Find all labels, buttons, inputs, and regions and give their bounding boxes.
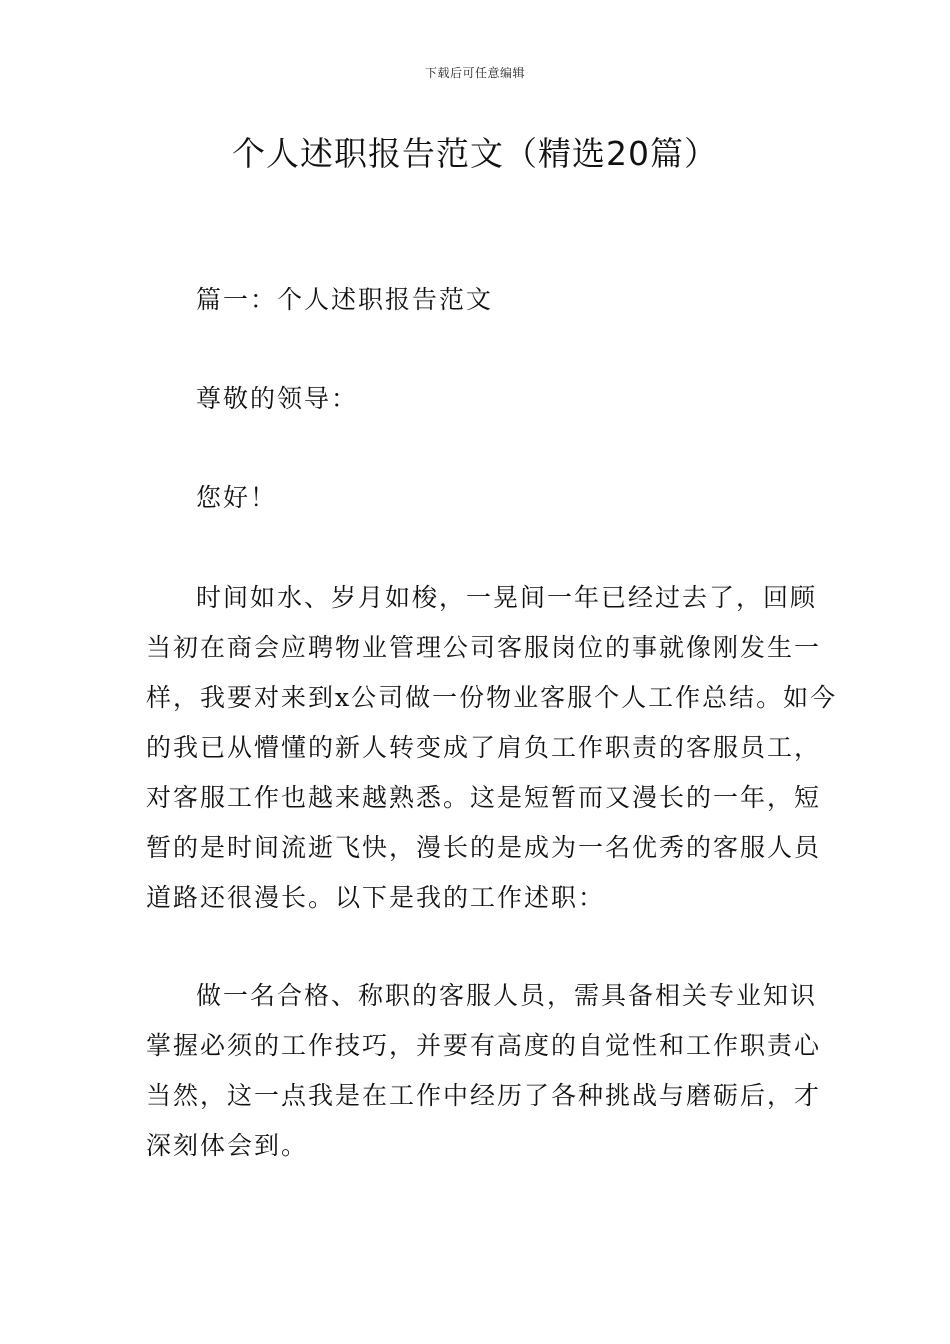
paragraph-1-line: 暂的是时间流逝飞快，漫长的是成为一名优秀的客服人员 [146, 833, 822, 862]
paragraph-1-line: 时间如水、岁月如梭，一晃间一年已经过去了，回顾 [196, 583, 818, 612]
paragraph-1-line: 的我已从懵懂的新人转变成了肩负工作职责的客服员工， [146, 733, 822, 762]
document-title: 个人述职报告范文（精选20篇） [232, 134, 718, 173]
paragraph-1 [146, 573, 838, 923]
paragraph-2-line: 掌握必须的工作技巧，并要有高度的自觉性和工作职责心 [146, 1031, 822, 1060]
paragraph-1-line: 样，我要对来到x公司做一份物业客服个人工作总结。如今 [146, 683, 838, 712]
paragraph-2-line: 深刻体会到。 [146, 1131, 309, 1160]
paragraph-1-line: 对客服工作也越来越熟悉。这是短暂而又漫长的一年，短 [146, 783, 822, 812]
paragraph-2-line: 做一名合格、称职的客服人员，需具备相关专业知识 [196, 981, 818, 1010]
paragraph-2-line: 当然，这一点我是在工作中经历了各种挑战与磨砺后，才 [146, 1081, 822, 1110]
paragraph-2 [146, 971, 822, 1171]
greeting: 您好！ [196, 483, 278, 512]
salutation: 尊敬的领导： [196, 384, 359, 413]
header-note: 下载后可任意编辑 [424, 66, 525, 80]
paragraph-1-line: 当初在商会应聘物业管理公司客服岗位的事就像刚发生一 [146, 633, 822, 662]
paragraph-1-line: 道路还很漫长。以下是我的工作述职： [146, 883, 606, 912]
section-heading: 篇一：个人述职报告范文 [196, 285, 494, 314]
